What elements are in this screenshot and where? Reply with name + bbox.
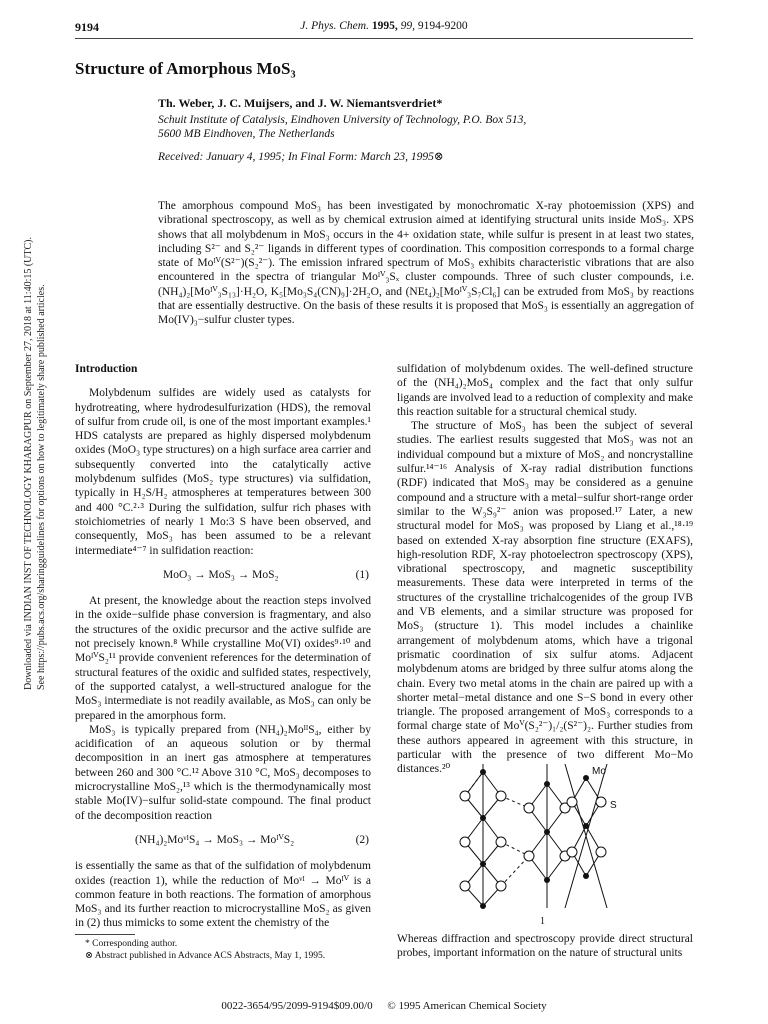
copyright: © 1995 American Chemical Society <box>387 1000 547 1012</box>
article-code: 0022-3654/95/2099-9194$09.00/0 <box>221 1000 373 1012</box>
page-footer <box>0 1000 768 1012</box>
equation-expression: MoO₃ → MoS₃ → MoS₂ <box>163 568 279 581</box>
journal-volume: 99, <box>400 20 415 32</box>
journal-pages: 9194-9200 <box>417 20 468 32</box>
abstract: The amorphous compound MoS₃ has been investigated by monochromatic X-ray photoemission (XPS) and vibrational spectroscopy, as well as by chemical extrusion aimed at identifying structural units inside MoS₃. XPS shows that all molybdenum in MoS₃ occurs in the 4+ oxidation state, while sulfur is present in at least two states, including S²⁻ and S₂²⁻ ligands in different types of coordination. This composition corresponds to a formal charge state of Moᴵⱽ(S²⁻)(S₂²⁻). The emission infrared spectrum of MoS₃ exhibits characteristic vibrations that are also encountered in the spectra of triangular Moᴵⱽ₃Sₓ cluster compounds. Three of such cluster compounds, i.e. (NH₄)₂[Moᴵⱽ₃S₁₃]·H₂O, K₅[Mo₃S₄(CN)₉]·2H₂O, and (NEt₄)₂[Moᴵⱽ₃S₇Cl₆] can be extruded from MoS₃ by reactions that are essentially destructive. On the basis of these results it is proposed that MoS₃ is essentially an aggregation of Mo(IV)₃−sulfur cluster types. <box>158 200 694 327</box>
download-watermark <box>22 237 48 690</box>
footnote-advance-abstract: ⊗ Abstract published in Advance ACS Abstracts, May 1, 1995. <box>85 951 326 961</box>
paragraph: The structure of MoS₃ has been the subject of several studies. The earliest results suggested that MoS₃ was not an individual compound but a mixture of MoS₂ and noncrystalline sulfur.¹⁴⁻¹⁶ Analysis of X-ray radial distribution functions (RDF) indicated that MoS₃ may be considered as a genuine compound and a structure with a metal−sulfur short-range order similar to the W₃S₉²⁻ anion was proposed.¹⁷ Later, a new structural model for MoS₃ was proposed by Liang et al.,¹⁸·¹⁹ based on extended X-ray absorption fine structure (EXAFS), high-resolution RDF, X-ray photoelectron spectroscopy (XPS), vibrational spectroscopy, and magnetic susceptibility measurements. These data were interpreted in terms of the structures of the crystalline trichalcogenides of the group IVB and VB elements, and a similar structure was proposed for MoS₃ (structure 1). This model includes a chainlike arrangement of molybdenum atoms, which have a trigonal prismatic coordination of six sulfur atoms. Adjacent molybdenum atoms are bridged by three sulfur atoms along the chain. Every two metal atoms in the chain are paired up with a shorter metal−metal distance and one S−S bond in every other triangle. The proposed arrangement of MoS₃ corresponds to a formal charge state of Moⱽ(S₂²⁻)₁/₂(S²⁻)₂. Further studies from these authors appeared in agreement with this structure, in particular with the presence of two different Mo−Mo distances.²⁰ <box>397 420 693 776</box>
article-authors: Th. Weber, J. C. Muijsers, and J. W. Niemantsverdriet* <box>158 96 443 110</box>
footnotes <box>75 938 371 962</box>
paragraph: sulfidation of molybdenum oxides. The well-defined structure of the (NH₄)₂MoS₄ complex and the fact that only sulfur ligands are involved lead to a reduction of complexity and make this reaction suitable for a structural chemical study. <box>397 363 693 418</box>
page-number: 9194 <box>75 20 99 34</box>
structure-number: 1 <box>540 916 545 927</box>
footnote-divider <box>75 934 135 935</box>
left-column <box>75 362 371 931</box>
watermark-line-1: Downloaded via INDIAN INST OF TECHNOLOGY KHARAGPUR on September 27, 2018 at 11:40:15 (UTC). <box>23 236 34 690</box>
figure-label-mo: Mo <box>592 766 606 777</box>
running-header <box>0 20 768 32</box>
journal-name: J. Phys. Chem. <box>300 20 369 32</box>
affiliation-line-2: 5600 MB Eindhoven, The Netherlands <box>158 128 335 140</box>
equation-number: (1) <box>355 568 369 581</box>
received-dates: Received: January 4, 1995; In Final Form: March 23, 1995⊗ <box>158 151 444 163</box>
equation-number: (2) <box>355 833 369 846</box>
author-affiliation <box>158 113 678 141</box>
equation-expression: (NH₄)₂MoᵛᴵS₄ → MoS₃ → MoᴵⱽS₂ <box>135 833 295 846</box>
figure-label-s: S <box>610 800 617 811</box>
right-column-continuation: Whereas diffraction and spectroscopy provide direct structural probes, important information on the nature of structural units <box>397 933 693 960</box>
paragraph: MoS₃ is typically prepared from (NH₄)₂MoᴵᴵS₄, either by acidification of an aqueous solution or by thermal decomposition in an inert gas atmosphere at temperatures between 260 and 300 °C.¹² Above 310 °C, MoS₃ decomposes to microcrystalline MoS₂,¹³ which is the thermodynamically most stable Mo(IV)−sulfur solid-state compound. The final product of the decomposition reaction <box>75 723 371 822</box>
affiliation-line-1: Schuit Institute of Catalysis, Eindhoven University of Technology, P.O. Box 513, <box>158 114 527 126</box>
header-divider <box>75 38 693 39</box>
equation-2 <box>75 833 371 847</box>
article-title: Structure of Amorphous MoS₃ <box>75 59 296 78</box>
watermark-line-2: See https://pubs.acs.org/sharingguidelines for options on how to legitimately share published articles. <box>36 284 47 690</box>
paragraph: Molybdenum sulfides are widely used as catalysts for hydrotreating, where hydrodesulfurization (HDS), the removal of sulfur from crude oil, is one of the most important examples.¹ HDS catalysts are prepared as highly dispersed molybdenum oxides (MoO₃ type structures) on a high surface area carrier and subsequently converted into the catalytically active molybdenum sulfides (MoS₂ type structures) via sulfidation, typically in H₂S/H₂ atmospheres at temperatures between 300 and 400 °C.²·³ During the sulfidation, sulfur rich phases with stoichiometries of nearly 1 Mo:3 S have been observed, and consequently, MoS₃ has been assumed to be a relevant intermediate⁴⁻⁷ in sulfidation reaction: <box>75 387 371 557</box>
paragraph: is essentially the same as that of the sulfidation of molybdenum oxides (reaction 1), while the reduction of Moᵛᴵ → Moᴵⱽ is a common feature in both reactions. The formation of amorphous MoS₃ and its further reaction to microcrystalline MoS₂ as given in (2) thus mimicks to some extent the chemistry of the <box>75 860 371 930</box>
right-column <box>397 362 693 777</box>
journal-year: 1995, <box>371 20 398 32</box>
mos3-chain-structure-figure <box>455 756 655 916</box>
footnote-corresponding-author: * Corresponding author. <box>85 939 178 949</box>
equation-1 <box>75 568 371 582</box>
section-heading-introduction: Introduction <box>75 363 138 375</box>
paragraph: At present, the knowledge about the reaction steps involved in the oxide−sulfide phase conversion is fragmentary, and also the structures of the oxidic precursor and the active sulfide are not precisely known.⁸ While crystalline Mo(VI) oxides⁹·¹⁰ and MoᴵⱽS₂¹¹ provide convenient references for the determination of structural features of the oxidic and sulfided states, respectively, of the supported catalyst, a well-structured analogue for the MoS₃ intermediate is not readily available, as MoS₃ can only be prepared in the amorphous form. <box>75 595 371 722</box>
